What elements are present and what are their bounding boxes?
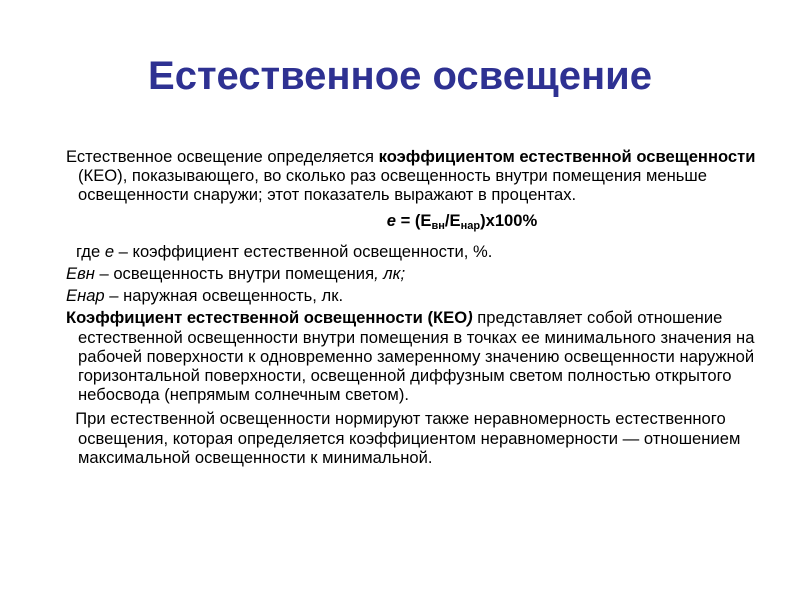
formula-slash: /Е [444, 210, 461, 230]
formula-var-e: е [386, 210, 396, 230]
keo-formula [66, 211, 778, 236]
intro-term-keo: коэффициентом естественной освещенности [378, 147, 756, 166]
definition-enar [66, 286, 778, 305]
definition-enar-var: Енар [66, 286, 105, 306]
definition-evn-unit: , лк; [374, 264, 406, 284]
definition-e-var: е [104, 241, 115, 261]
keo-definition-paragraph [66, 308, 778, 404]
definition-e [66, 242, 778, 261]
definition-e-text: – коэффициент естественной освещенности, %. [114, 241, 493, 261]
intro-text-end: (КЕО), показывающего, во сколько раз освещенность внутри помещения меньше освещенности снаружи; этот показатель выражают в процентах. [78, 166, 707, 205]
formula-close: )x100% [480, 210, 538, 230]
formula-eq-open: = (Е [395, 210, 432, 230]
keo-definition-term: Коэффициент естественной освещенности (КЕО [66, 308, 468, 328]
formula-sub-vn: вн [431, 219, 445, 232]
intro-paragraph [66, 147, 778, 205]
nonuniformity-paragraph [66, 409, 778, 467]
slide-body [66, 147, 778, 467]
nonuniformity-text: При естественной освещенности нормируют также неравномерность естественного освещения, которая определяется коэффициентом неравномерности — отношением максимальной освещенности к минимальной. [75, 409, 741, 467]
definition-evn-var: Евн [66, 264, 95, 284]
definition-evn-text: – освещенность внутри помещения [94, 264, 375, 284]
definition-enar-text: – наружная освещенность, лк. [104, 286, 344, 306]
intro-text-start: Естественное освещение определяется [66, 147, 379, 166]
keo-definition-text: представляет собой отношение естественной освещенности внутри помещения в точках ее минимального значения на рабочей поверхности к одновременно замеренному значению освещенности наружной горизонтальной поверхности, освещенной диффузным светом полностью открытого небосвода (непрямым солнечным светом). [78, 308, 755, 405]
definition-e-prefix: где [76, 241, 105, 261]
definition-evn [66, 264, 778, 283]
keo-definition-term-close: ) [467, 308, 473, 328]
formula-sub-nar: нар [460, 219, 481, 232]
slide-title: Естественное освещение [148, 54, 652, 98]
